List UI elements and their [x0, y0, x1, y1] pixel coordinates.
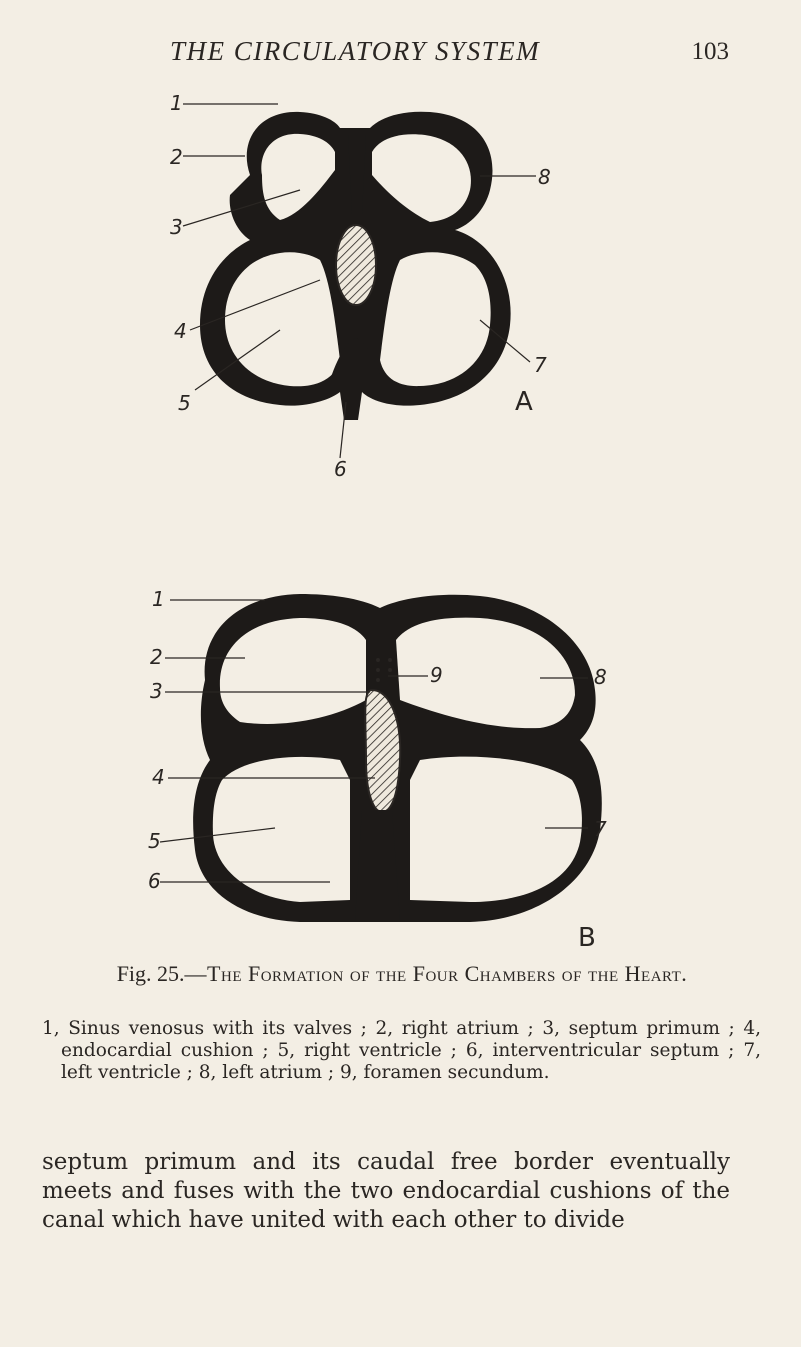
panel-letter-b: B — [578, 923, 596, 950]
figure-legend: 1, Sinus venosus with its valves ; 2, right atrium ; 3, septum primum ; 4, endocardial cushion ; 5, right ventricle ; 6, interventricular septum ; 7, left ventricle ; 8, left atrium ; 9, foramen secundum. — [42, 1018, 761, 1083]
label-5-a: 5 — [178, 391, 191, 415]
label-7-a: 7 — [534, 353, 547, 377]
label-4-b: 4 — [152, 765, 165, 789]
label-7-b: 7 — [594, 817, 607, 841]
label-3-b: 3 — [150, 679, 163, 703]
figure-title: —The Formation of the Four Chambers of the Heart. — [184, 961, 688, 986]
label-4-a: 4 — [174, 319, 187, 343]
figure-caption — [42, 962, 762, 986]
label-2-a: 2 — [170, 145, 183, 169]
label-2-b: 2 — [150, 645, 163, 669]
figure-panel-a — [0, 80, 801, 480]
endocardial-cushion-a — [336, 225, 376, 305]
figure-panel-b — [0, 580, 801, 950]
panel-letter-a: A — [515, 387, 533, 417]
page-number: 103 — [691, 38, 729, 65]
label-3-a: 3 — [170, 215, 183, 239]
figure-number: Fig. 25. — [116, 961, 185, 986]
page-header — [0, 36, 801, 76]
label-6-a: 6 — [334, 457, 347, 480]
label-1-b: 1 — [152, 587, 165, 611]
label-8-a: 8 — [538, 165, 551, 189]
label-6-b: 6 — [148, 869, 161, 893]
label-9-b: 9 — [430, 663, 443, 687]
body-paragraph: septum primum and its caudal free border eventually meets and fuses with the two endocardial cushions of the canal which have united with each other to divide — [42, 1149, 730, 1233]
label-1-a: 1 — [170, 91, 183, 115]
label-8-b: 8 — [594, 665, 607, 689]
running-title: THE CIRCULATORY SYSTEM — [170, 36, 541, 66]
label-5-b: 5 — [148, 829, 161, 853]
